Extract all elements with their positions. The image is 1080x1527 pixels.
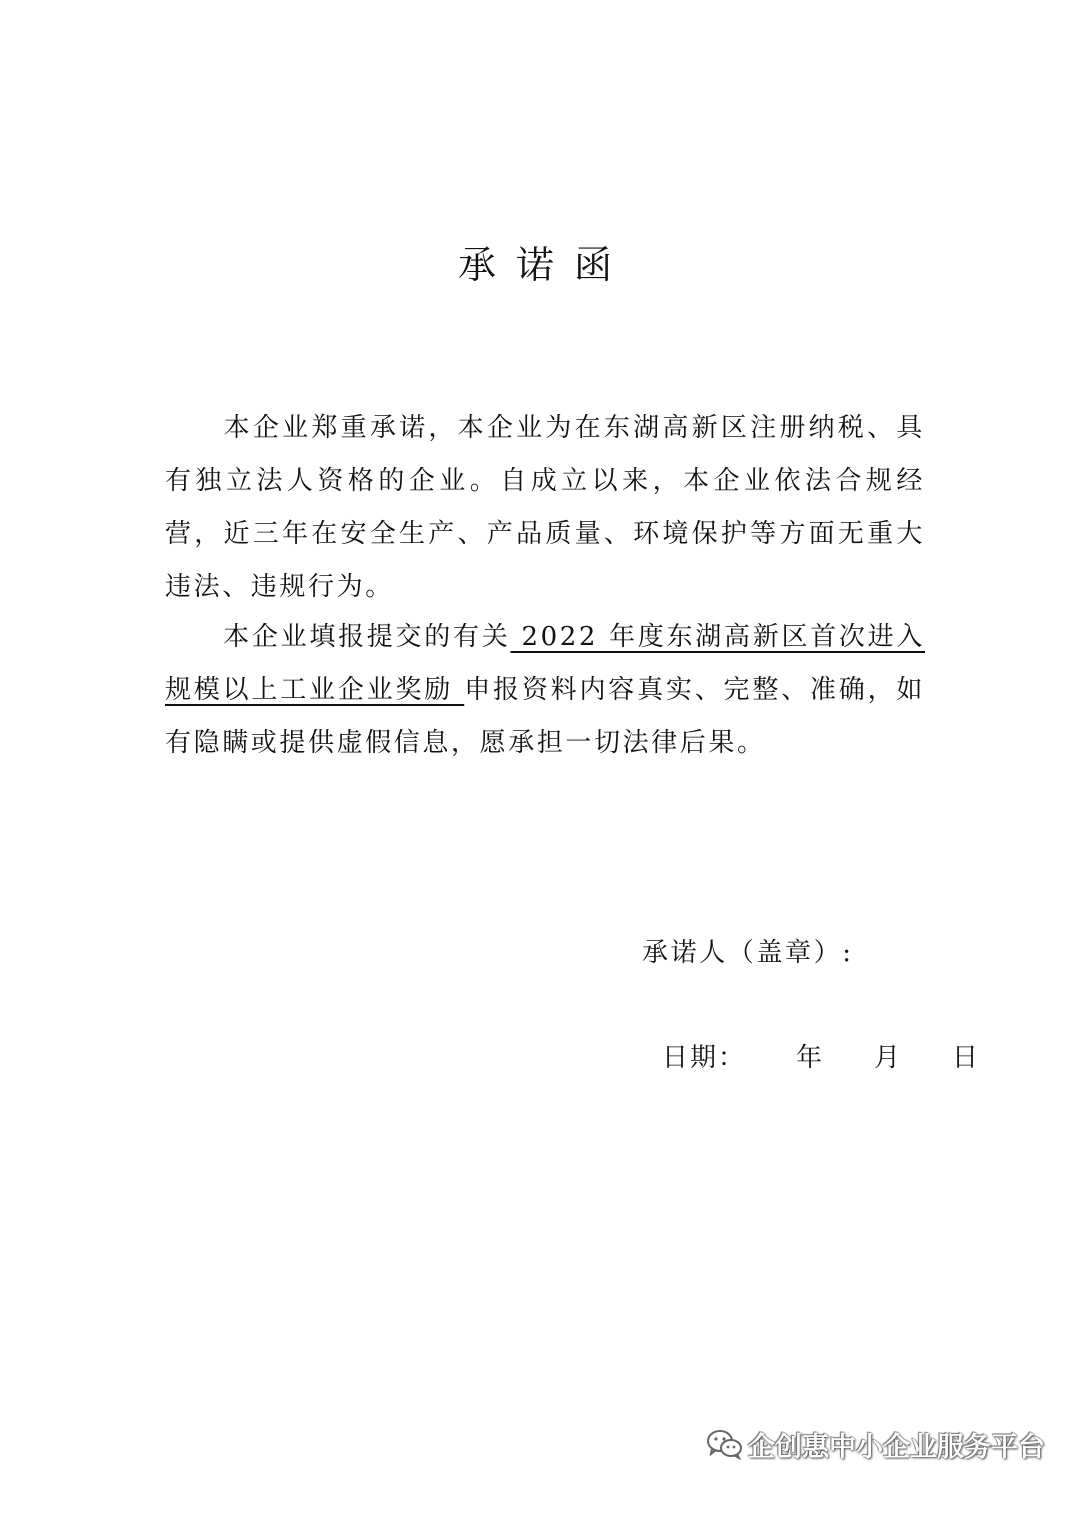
signature-line: 承诺人（盖章）: — [642, 938, 854, 968]
date-label: 日期： — [662, 1043, 747, 1073]
wechat-icon — [706, 1428, 744, 1460]
date-line — [662, 1033, 980, 1083]
commitment-paragraph-2 — [165, 611, 925, 770]
paragraph-2-suffix: 申报资料内容真实、完整、准确，如有隐瞒或提供虚假信息，愿承担一切法律后果。 — [165, 675, 925, 758]
document-title: 承诺函 — [457, 243, 632, 287]
day-label: 日 — [952, 1043, 981, 1073]
award-name-underlined: 2022 年度东湖高新区首次进入规模以上工业企业奖励 — [165, 622, 925, 705]
year-label: 年 — [796, 1043, 825, 1073]
commitment-paragraph-1 — [165, 402, 925, 614]
watermark-text: 企创惠中小企业服务平台 — [748, 1431, 1045, 1463]
paragraph-2-prefix: 本企业填报提交的有关 — [223, 622, 511, 652]
month-label: 月 — [874, 1043, 903, 1073]
watermark — [706, 1424, 1045, 1464]
paragraph-1-text: 本企业郑重承诺，本企业为在东湖高新区注册纳税、具有独立法人资格的企业。自成立以来，本企业依法合规经营，近三年在安全生产、产品质量、环境保护等方面无重大违法、违规行为。 — [165, 413, 925, 602]
